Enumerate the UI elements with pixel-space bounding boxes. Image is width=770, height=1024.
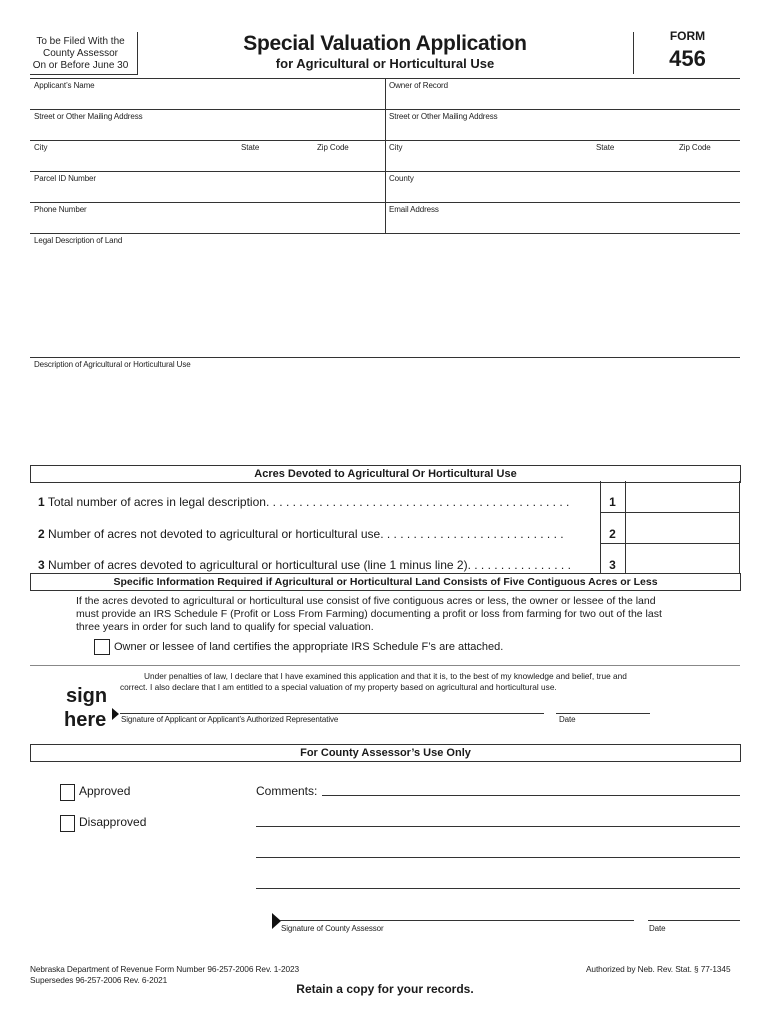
footer-authorized: Authorized by Neb. Rev. Stat. § 77-1345 bbox=[586, 964, 731, 974]
assessor-header bbox=[30, 744, 741, 762]
grid-line-2 bbox=[30, 109, 740, 110]
acres-line-1-number: 1 bbox=[38, 495, 45, 509]
grid-line-7 bbox=[30, 357, 740, 358]
applicant-date-label: Date bbox=[559, 715, 576, 724]
grid-line-5 bbox=[30, 202, 740, 203]
acres-line-1-input[interactable] bbox=[626, 482, 738, 511]
assessor-signature-label: Signature of County Assessor bbox=[281, 924, 384, 933]
form-label: FORM bbox=[669, 29, 706, 43]
acres-line-2-text: Number of acres not devoted to agricultural or horticultural use bbox=[48, 527, 381, 541]
acres-line-2-input[interactable] bbox=[626, 513, 738, 542]
sign-section-divider bbox=[30, 665, 740, 666]
disapproved-label: Disapproved bbox=[79, 815, 147, 829]
grid-divider-center bbox=[385, 78, 386, 233]
sign-arrow-icon bbox=[112, 708, 119, 720]
filing-note-line-2: County Assessor bbox=[42, 48, 119, 59]
acres-col-right bbox=[739, 481, 740, 573]
acres-section-header bbox=[30, 465, 741, 483]
assessor-title: For County Assessor’s Use Only bbox=[300, 747, 471, 759]
comments-line-1[interactable] bbox=[322, 780, 740, 796]
owner-state-field[interactable]: State bbox=[596, 143, 615, 152]
applicant-street-field[interactable]: Street or Other Mailing Address bbox=[34, 112, 143, 121]
form-subtitle: for Agricultural or Horticultural Use bbox=[275, 56, 495, 71]
header-divider-bottom bbox=[30, 74, 138, 75]
acres-line-2-dots: . . . . . . . . . . . . . . . . . . . . . . . . . . . . bbox=[380, 527, 564, 541]
schedule-f-checkbox[interactable] bbox=[94, 639, 110, 655]
acres-line-2-number: 2 bbox=[38, 527, 45, 541]
acres-box-1-label: 1 bbox=[609, 495, 616, 509]
grid-line-3 bbox=[30, 140, 740, 141]
approved-checkbox[interactable] bbox=[60, 784, 75, 801]
grid-line-4 bbox=[30, 171, 740, 172]
grid-line-6 bbox=[30, 233, 740, 234]
county-field[interactable]: County bbox=[389, 174, 414, 183]
owner-of-record-field[interactable]: Owner of Record bbox=[389, 81, 448, 90]
acres-line-3-number: 3 bbox=[38, 558, 45, 572]
schedule-f-checkbox-label: Owner or lessee of land certifies the appropriate IRS Schedule F’s are attached. bbox=[114, 641, 504, 653]
filing-note-line-3: On or Before June 30 bbox=[32, 60, 129, 71]
acres-box-2-label: 2 bbox=[609, 527, 616, 541]
specific-info-line-3: three years in order for such land to qualify for special valuation. bbox=[76, 621, 374, 633]
applicant-date-field[interactable] bbox=[556, 696, 650, 714]
owner-zip-field[interactable]: Zip Code bbox=[679, 143, 711, 152]
form-title: Special Valuation Application bbox=[243, 32, 527, 55]
footer-form-number: Nebraska Department of Revenue Form Number 96-257-2006 Rev. 1-2023 bbox=[30, 964, 300, 974]
declaration-line-1: Under penalties of law, I declare that I have examined this application and that it is, to the best of my knowledge and belief, true and bbox=[144, 671, 627, 681]
legal-description-field[interactable]: Legal Description of Land bbox=[34, 236, 123, 245]
specific-info-title: Specific Information Required if Agricultural or Horticultural Land Consists of Five Contiguous Acres or Less bbox=[113, 576, 658, 588]
form-number: 456 bbox=[669, 46, 706, 71]
here-word: here bbox=[64, 709, 107, 731]
specific-info-line-2: must provide an IRS Schedule F (Profit or Loss From Farming) documenting a profit or loss from farming for two out of the last bbox=[76, 608, 662, 620]
comments-label: Comments: bbox=[256, 784, 318, 798]
specific-info-paragraph bbox=[76, 595, 662, 634]
assessor-date-field[interactable] bbox=[648, 904, 740, 921]
retain-copy-note: Retain a copy for your records. bbox=[296, 982, 474, 996]
declaration-text bbox=[120, 671, 627, 693]
applicant-signature-label: Signature of Applicant or Applicant’s Authorized Representative bbox=[121, 715, 339, 724]
applicant-city-field[interactable]: City bbox=[34, 143, 48, 152]
use-description-field[interactable]: Description of Agricultural or Horticultural Use bbox=[34, 360, 191, 369]
filing-note bbox=[28, 36, 133, 72]
owner-city-field[interactable]: City bbox=[389, 143, 403, 152]
acres-line-3-dots: . . . . . . . . . . . . . . . . bbox=[467, 558, 571, 572]
acres-line-1-text: Total number of acres in legal description bbox=[47, 495, 266, 509]
applicant-signature-field[interactable] bbox=[120, 696, 544, 714]
disapproved-checkbox[interactable] bbox=[60, 815, 75, 832]
parcel-id-field[interactable]: Parcel ID Number bbox=[34, 174, 96, 183]
acres-line-1-dots: . . . . . . . . . . . . . . . . . . . . . . . . . . . . . . . . . . . . . . . . . . . . . . bbox=[265, 495, 570, 509]
comments-line-2[interactable] bbox=[256, 811, 740, 827]
email-field[interactable]: Email Address bbox=[389, 205, 439, 214]
acres-box-3-label: 3 bbox=[609, 558, 616, 572]
acres-section-title: Acres Devoted to Agricultural Or Horticultural Use bbox=[254, 468, 517, 480]
assessor-signature-field[interactable] bbox=[280, 904, 634, 921]
acres-line-2 bbox=[38, 527, 564, 541]
sign-word: sign bbox=[66, 685, 108, 707]
comments-line-4[interactable] bbox=[256, 873, 740, 889]
footer-supersedes: Supersedes 96-257-2006 Rev. 6-2021 bbox=[30, 975, 168, 985]
approved-label: Approved bbox=[79, 784, 131, 798]
declaration-line-2: correct. I also declare that I am entitled to a special valuation of my property based on agricultural and horticultural use. bbox=[120, 682, 557, 692]
applicant-state-field[interactable]: State bbox=[241, 143, 260, 152]
filing-note-line-1: To be Filed With the bbox=[36, 36, 125, 47]
comments-line-3[interactable] bbox=[256, 842, 740, 858]
acres-line-3 bbox=[38, 558, 571, 572]
header-divider-right bbox=[633, 32, 634, 74]
acres-line-3-input[interactable] bbox=[626, 544, 738, 573]
applicant-name-field[interactable]: Applicant’s Name bbox=[34, 81, 95, 90]
owner-street-field[interactable]: Street or Other Mailing Address bbox=[389, 112, 498, 121]
phone-field[interactable]: Phone Number bbox=[34, 205, 87, 214]
applicant-zip-field[interactable]: Zip Code bbox=[317, 143, 349, 152]
assessor-date-label: Date bbox=[649, 924, 666, 933]
acres-line-3-text: Number of acres devoted to agricultural or horticultural use (line 1 minus line 2) bbox=[48, 558, 468, 572]
acres-line-1 bbox=[38, 495, 569, 509]
specific-info-header bbox=[30, 573, 741, 591]
header-divider-left bbox=[137, 32, 138, 74]
specific-info-line-1: If the acres devoted to agricultural or horticultural use consist of five contiguous acres or less, the owner or lessee of the land bbox=[76, 595, 656, 607]
